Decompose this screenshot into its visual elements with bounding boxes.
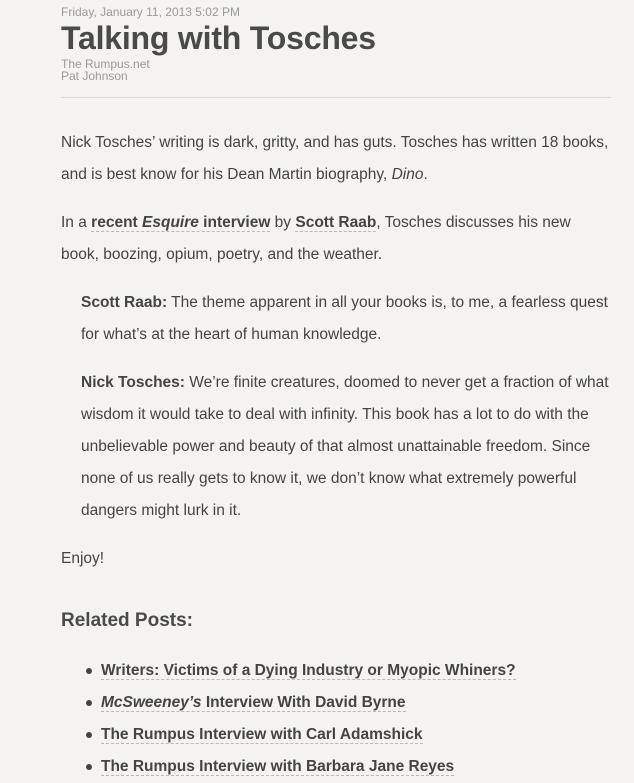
quote-question (81, 287, 611, 351)
link-part-esquire: Esquire (142, 214, 199, 231)
quote-speaker-raab: Scott Raab: (81, 294, 168, 311)
quote-speaker-tosches: Nick Tosches: (81, 374, 185, 391)
bullet-icon (86, 732, 92, 738)
esquire-interview-link[interactable] (91, 214, 270, 232)
closing-line: Enjoy! (61, 550, 105, 567)
interview-paragraph (61, 207, 611, 271)
post-title: Talking with Tosches (61, 20, 376, 56)
article (61, 0, 611, 783)
bullet-icon (86, 700, 92, 706)
interview-rest: , Tosches discusses his new book, boozing, opium, poetry, and the weather. (61, 214, 571, 263)
link-part-recent: recent (91, 214, 143, 231)
interview-pre: In a (61, 214, 92, 231)
related-post-label: Interview With David Byrne (201, 694, 406, 711)
related-post-link[interactable]: Writers: Victims of a Dying Industry or Myopic Whiners? (101, 662, 516, 679)
related-post-link[interactable]: The Rumpus Interview with Barbara Jane Reyes (101, 758, 455, 775)
bullet-icon (86, 668, 92, 674)
intro-paragraph (61, 127, 611, 191)
post-author: Pat Johnson (61, 69, 128, 83)
intro-end: . (423, 166, 428, 183)
related-posts-list (61, 655, 611, 783)
intro-text: Nick Tosches’ writing is dark, gritty, and has guts. Tosches has written 18 books, and is best know for his Dean Martin biography, (61, 134, 609, 183)
bullet-icon (86, 764, 92, 770)
book-title: Dino (391, 166, 424, 183)
quote-answer-text: We’re finite creatures, doomed to never get a fraction of what wisdom it would take to deal with infinity. This book has a lot to do with the unbelievable power and beauty of that almost unattainable freedom. Since none of us really gets to know it, we don’t know what extremely powerful dangers might lurk in it. (81, 374, 609, 519)
post-source: The Rumpus.net (61, 57, 150, 71)
header-divider (61, 97, 611, 98)
related-post-item (83, 751, 611, 783)
quote-question-text: The theme apparent in all your books is, to me, a fearless quest for what’s at the heart of human knowledge. (81, 294, 608, 343)
interview-by: by (270, 214, 296, 231)
related-post-item (83, 655, 611, 687)
related-post-link[interactable]: The Rumpus Interview with Carl Adamshick (101, 726, 423, 743)
related-post-link[interactable] (101, 694, 406, 712)
quote-answer (81, 367, 611, 527)
related-posts-heading: Related Posts: (61, 610, 193, 631)
related-post-italic: McSweeney’s (101, 694, 202, 711)
related-post-item (83, 719, 611, 751)
post-date: Friday, January 11, 2013 5:02 PM (61, 5, 240, 19)
scott-raab-link[interactable]: Scott Raab (295, 214, 377, 231)
related-post-item (83, 687, 611, 719)
link-part-interview: interview (198, 214, 271, 231)
